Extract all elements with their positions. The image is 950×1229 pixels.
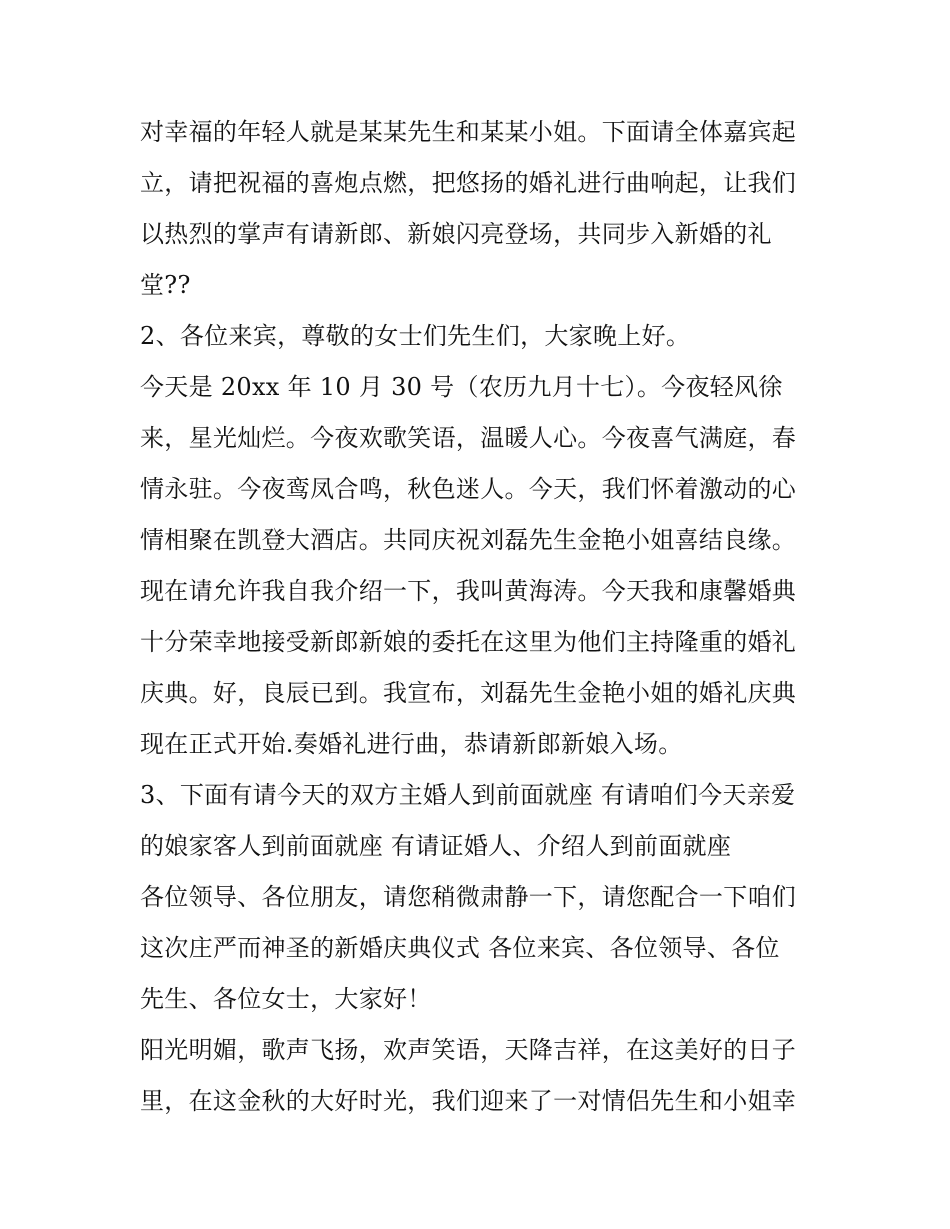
- text-line: 里，在这金秋的大好时光，我们迎来了一对情侣先生和小姐幸: [140, 1087, 797, 1115]
- body-text: [140, 107, 830, 1127]
- text-line: 的娘家客人到前面就座 有请证婚人、介绍人到前面就座: [140, 832, 732, 860]
- text-line: 2、各位来宾，尊敬的女士们先生们，大家晚上好。: [140, 322, 691, 350]
- text-line: 堂??: [140, 271, 191, 299]
- text-line: 来，星光灿烂。今夜欢歌笑语，温暖人心。今夜喜气满庭，春: [140, 424, 797, 452]
- text-line: 对幸福的年轻人就是某某先生和某某小姐。下面请全体嘉宾起: [140, 118, 797, 146]
- text-line: 庆典。好，良辰已到。我宣布，刘磊先生金艳小姐的婚礼庆典: [140, 679, 797, 707]
- text-line: 3、下面有请今天的双方主婚人到前面就座 有请咱们今天亲爱: [140, 781, 796, 809]
- text-line: 以热烈的掌声有请新郎、新娘闪亮登场，共同步入新婚的礼: [140, 220, 772, 248]
- text-line: 今天是 20xx 年 10 月 30 号（农历九月十七）。今夜轻风徐: [140, 373, 783, 401]
- text-line: 现在请允许我自我介绍一下，我叫黄海涛。今天我和康馨婚典: [140, 577, 797, 605]
- text-line: 这次庄严而神圣的新婚庆典仪式 各位来宾、各位领导、各位: [140, 934, 780, 962]
- text-line: 十分荣幸地接受新郎新娘的委托在这里为他们主持隆重的婚礼: [140, 628, 797, 656]
- text-line: 情相聚在凯登大酒店。共同庆祝刘磊先生金艳小姐喜结良缘。: [140, 526, 797, 554]
- text-line: 现在正式开始.奏婚礼进行曲，恭请新郎新娘入场。: [140, 730, 683, 758]
- text-line: 立，请把祝福的喜炮点燃，把悠扬的婚礼进行曲响起，让我们: [140, 169, 797, 197]
- text-line: 各位领导、各位朋友，请您稍微肃静一下，请您配合一下咱们: [140, 883, 797, 911]
- text-line: 先生、各位女士，大家好！: [140, 985, 432, 1013]
- text-line: 阳光明媚，歌声飞扬，欢声笑语，天降吉祥，在这美好的日子: [140, 1036, 797, 1064]
- text-line: 情永驻。今夜鸾凤合鸣，秋色迷人。今天，我们怀着激动的心: [140, 475, 797, 503]
